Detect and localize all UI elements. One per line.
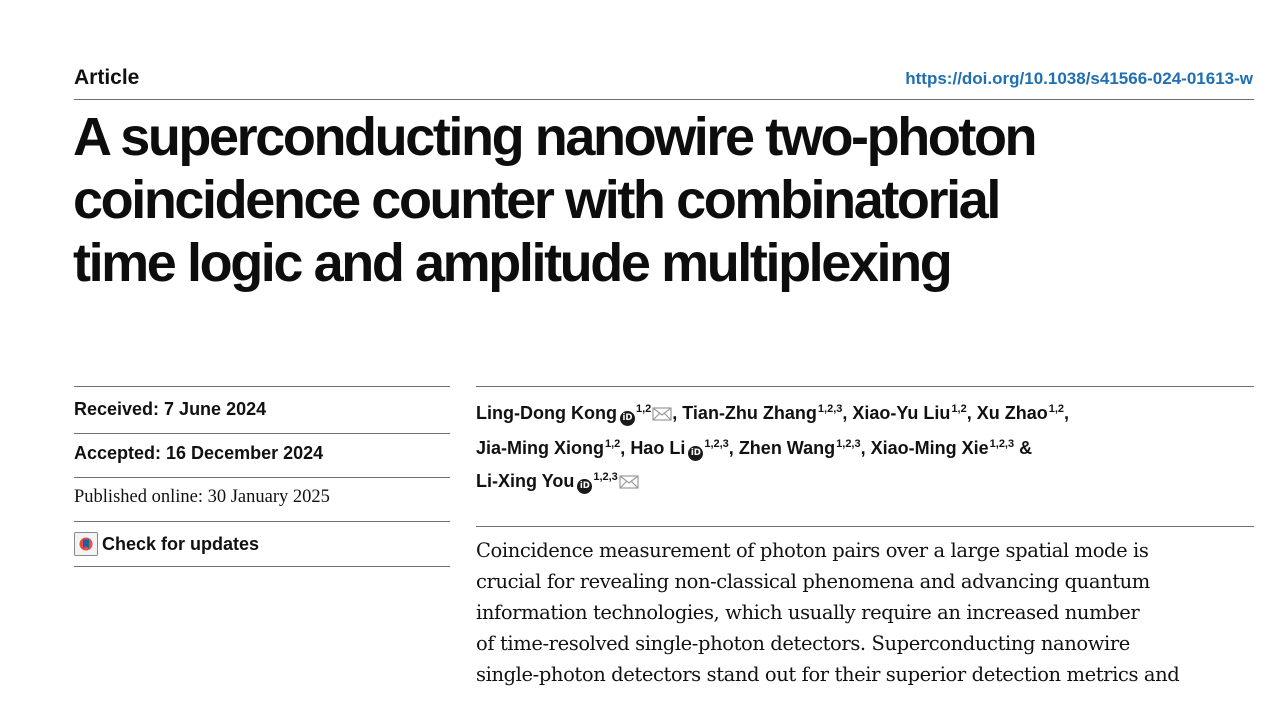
abstract-line: of time-resolved single-photon detectors. Superconducting nanowire	[476, 632, 1130, 655]
affiliation-numbers: 1,2	[635, 403, 652, 415]
author-list	[476, 395, 1256, 498]
abstract-divider	[476, 526, 1254, 527]
received-date: Received: 7 June 2024	[74, 399, 267, 419]
authors-divider	[476, 386, 1254, 387]
title-line: A superconducting nanowire two-photon	[73, 107, 1036, 167]
article-title	[73, 106, 1253, 295]
author-separator: ,	[620, 438, 631, 458]
author-name[interactable]: Xu Zhao	[976, 403, 1048, 423]
affiliation-numbers: 1,2,3	[836, 438, 861, 450]
affiliation-numbers: 1,2,3	[593, 471, 618, 483]
author-name[interactable]: Xiao-Ming Xie	[870, 438, 989, 458]
author-name[interactable]: Ling-Dong Kong	[476, 403, 617, 423]
check-for-updates-button[interactable]	[74, 532, 259, 556]
header-divider	[74, 99, 1254, 100]
email-icon[interactable]	[619, 469, 639, 498]
meta-divider	[74, 477, 450, 478]
check-updates-icon	[74, 532, 98, 556]
doi-link[interactable]: https://doi.org/10.1038/s41566-024-01613-w	[905, 69, 1253, 88]
affiliation-numbers: 1,2,3	[989, 438, 1015, 450]
affiliation-numbers: 1,2	[951, 403, 967, 415]
published-date: Published online: 30 January 2025	[74, 487, 330, 507]
meta-divider	[74, 386, 450, 387]
author-name[interactable]: Hao Li	[630, 438, 686, 458]
email-icon[interactable]	[652, 401, 672, 430]
abstract	[476, 535, 1256, 686]
author-name[interactable]: Tian-Zhu Zhang	[682, 403, 817, 423]
affiliation-numbers: 1,2,3	[704, 438, 729, 450]
author-name[interactable]: Xiao-Yu Liu	[852, 403, 951, 423]
author-name[interactable]: Jia-Ming Xiong	[476, 438, 604, 458]
affiliation-numbers: 1,2	[605, 438, 621, 450]
author-separator: &	[1014, 438, 1033, 458]
affiliation-numbers: 1,2,3	[817, 403, 843, 415]
author-separator: ,	[860, 438, 871, 458]
abstract-line: crucial for revealing non-classical phenomena and advancing quantum	[476, 570, 1150, 593]
orcid-icon[interactable]: iD	[620, 411, 635, 426]
author-name[interactable]: Li-Xing You	[476, 471, 575, 491]
author-line	[476, 430, 1256, 463]
meta-divider	[74, 566, 450, 567]
author-separator: ,	[842, 403, 853, 423]
check-updates-label: Check for updates	[102, 533, 260, 554]
abstract-line: Coincidence measurement of photon pairs over a large spatial mode is	[476, 539, 1149, 562]
meta-divider	[74, 433, 450, 434]
orcid-icon[interactable]: iD	[688, 446, 703, 461]
author-line	[476, 395, 1256, 430]
affiliation-numbers: 1,2	[1048, 403, 1065, 415]
accepted-date: Accepted: 16 December 2024	[74, 443, 324, 463]
author-separator: ,	[966, 403, 977, 423]
title-line: coincidence counter with combinatorial	[73, 170, 999, 230]
author-line	[476, 463, 1256, 498]
author-separator: ,	[728, 438, 739, 458]
author-separator: ,	[672, 403, 683, 423]
meta-divider	[74, 521, 450, 522]
abstract-line: information technologies, which usually require an increased number	[476, 601, 1140, 624]
article-type-label: Article	[74, 66, 140, 89]
author-name[interactable]: Zhen Wang	[738, 438, 836, 458]
orcid-icon[interactable]: iD	[577, 479, 592, 494]
abstract-line: single-photon detectors stand out for their superior detection metrics and	[476, 663, 1180, 686]
author-separator: ,	[1064, 403, 1070, 423]
title-line: time logic and amplitude multiplexing	[73, 233, 951, 293]
